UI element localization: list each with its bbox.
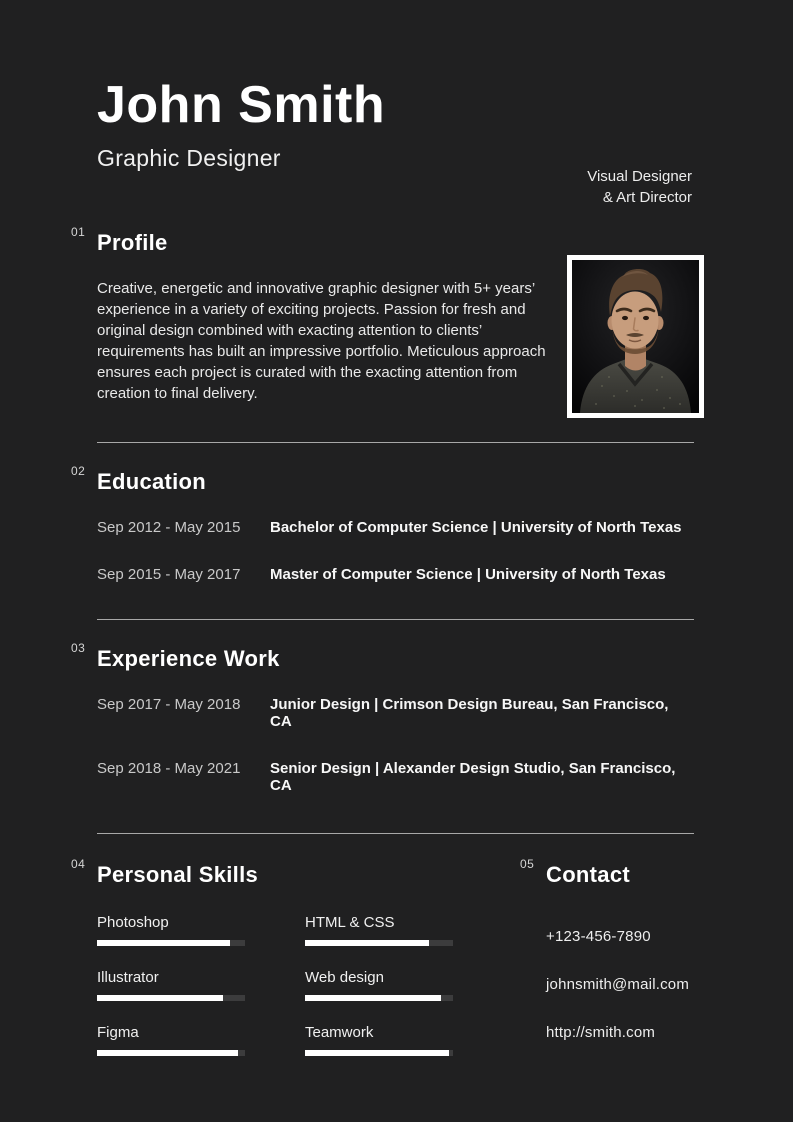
section-divider: [97, 442, 694, 443]
skills-column-left: [97, 914, 245, 1079]
skill-bar: [97, 995, 245, 1001]
skill-bar-fill: [305, 1050, 449, 1056]
education-heading: [71, 463, 694, 495]
header-tagline: [587, 166, 692, 208]
skill-bar: [305, 940, 453, 946]
skill-bar: [305, 995, 453, 1001]
experience-rows: [97, 696, 694, 794]
skills-section: [71, 856, 453, 1079]
skill-label: Web design: [305, 968, 384, 986]
job-title: Graphic Designer: [97, 144, 281, 171]
skill-item: [97, 914, 245, 946]
contact-list: [546, 928, 694, 1041]
experience-section: [71, 640, 694, 794]
section-number-02: 02: [71, 463, 86, 478]
contact-heading: [520, 856, 694, 888]
education-dates: Sep 2015 - May 2017: [97, 565, 241, 583]
tagline-line-2: & Art Director: [602, 189, 692, 206]
section-number-04: 04: [71, 856, 86, 871]
skill-label: Teamwork: [305, 1023, 374, 1041]
experience-dates: Sep 2017 - May 2018: [97, 695, 241, 713]
contact-phone[interactable]: +123-456-7890: [546, 927, 651, 945]
profile-heading-label: Profile: [97, 229, 168, 255]
skills-heading-label: Personal Skills: [97, 861, 259, 887]
section-number-05: 05: [520, 856, 535, 871]
profile-body-text: Creative, energetic and innovative graphic designer with 5+ years’ experience in a variety of exciting projects. Passion for fresh and original design combined with exacting attention to clients’ requirements has built an impressive portfolio. Meticulous approach ensures each project is curated with the exacting attention from creation to final delivery.: [97, 279, 546, 402]
experience-heading: [71, 640, 694, 672]
bottom-section: [71, 856, 694, 1079]
education-rows: [97, 519, 694, 583]
education-heading-label: Education: [97, 468, 207, 494]
skill-bar-fill: [305, 940, 429, 946]
skill-bar: [97, 940, 245, 946]
skill-bar-fill: [97, 1050, 238, 1056]
experience-dates: Sep 2018 - May 2021: [97, 759, 241, 777]
experience-detail: Junior Design | Crimson Design Bureau, San Francisco, CA: [270, 695, 669, 730]
education-row: [97, 519, 694, 536]
education-row: [97, 566, 694, 583]
skill-bar-fill: [97, 940, 230, 946]
education-detail: Bachelor of Computer Science | University of North Texas: [270, 518, 682, 536]
skills-column-right: [305, 914, 453, 1079]
contact-heading-label: Contact: [546, 861, 630, 887]
skill-bar: [305, 1050, 453, 1056]
contact-website[interactable]: http://smith.com: [546, 1023, 656, 1041]
section-divider: [97, 833, 694, 834]
portrait-photo: [567, 255, 704, 418]
experience-detail: Senior Design | Alexander Design Studio, San Francisco, CA: [270, 759, 676, 794]
education-detail: Master of Computer Science | University of North Texas: [270, 565, 666, 583]
contact-section: [520, 856, 694, 1079]
skills-grid: [97, 914, 453, 1079]
skill-bar-fill: [305, 995, 441, 1001]
skill-label: HTML & CSS: [305, 913, 395, 931]
skills-heading: [71, 856, 453, 888]
skill-item: [305, 969, 453, 1001]
skill-label: Figma: [97, 1023, 139, 1041]
skill-item: [97, 969, 245, 1001]
experience-heading-label: Experience Work: [97, 645, 280, 671]
skill-label: Photoshop: [97, 913, 169, 931]
education-section: [71, 463, 694, 583]
skill-bar-fill: [97, 995, 223, 1001]
experience-row: [97, 760, 694, 794]
section-divider: [97, 619, 694, 620]
education-dates: Sep 2012 - May 2015: [97, 518, 241, 536]
resume-content: [0, 78, 793, 172]
skill-label: Illustrator: [97, 968, 159, 986]
profile-heading: [71, 224, 694, 256]
experience-row: [97, 696, 694, 730]
skill-item: [305, 1024, 453, 1056]
person-name: John Smith: [97, 76, 386, 134]
portrait-illustration: [572, 260, 699, 413]
section-number-01: 01: [71, 224, 86, 239]
skill-item: [97, 1024, 245, 1056]
resume-sections: [0, 442, 793, 1079]
tagline-line-1: Visual Designer: [587, 168, 692, 185]
skill-item: [305, 914, 453, 946]
skill-bar: [97, 1050, 245, 1056]
section-number-03: 03: [71, 640, 86, 655]
contact-email[interactable]: johnsmith@mail.com: [546, 975, 690, 993]
